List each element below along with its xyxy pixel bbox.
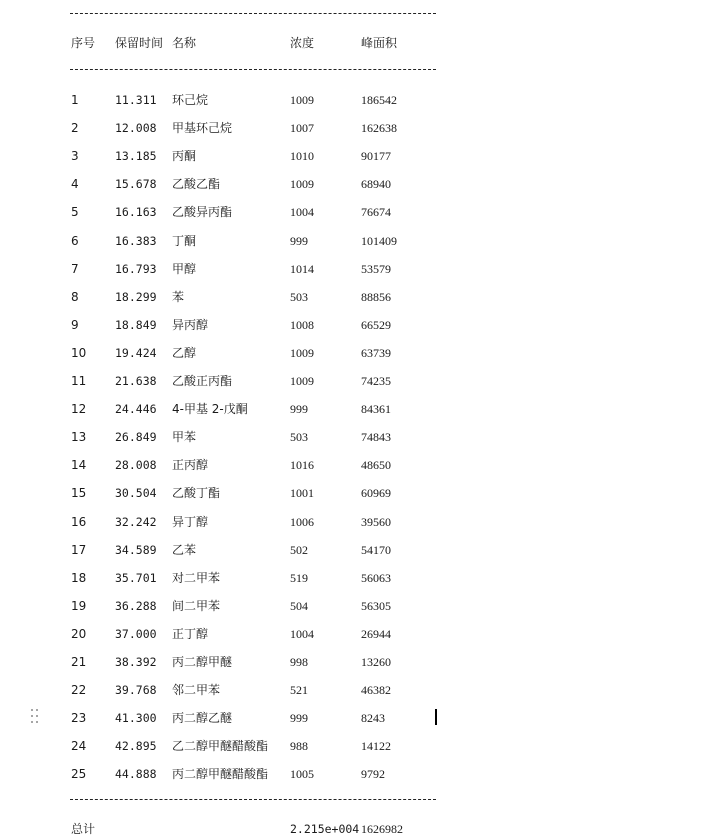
table-row — [0, 120, 708, 136]
table-row — [0, 317, 708, 333]
cell-compound-name: 乙酸异丙酯 — [172, 205, 233, 219]
cell-peak-area: 14122 — [361, 739, 391, 753]
cell-concentration: 999 — [290, 402, 308, 416]
cell-concentration: 1006 — [290, 515, 314, 529]
cell-peak-area: 8243 — [361, 711, 385, 725]
cell-peak-area: 76674 — [361, 205, 391, 219]
cell-retention-time: 44.888 — [115, 767, 157, 781]
cell-index: 21 — [71, 655, 87, 669]
cell-peak-area: 39560 — [361, 515, 391, 529]
cell-compound-name: 甲苯 — [172, 430, 197, 444]
drag-handle-icon[interactable] — [31, 709, 41, 725]
cell-peak-area: 63739 — [361, 346, 391, 360]
cell-concentration: 504 — [290, 599, 308, 613]
cell-index: 14 — [71, 458, 87, 472]
cell-peak-area: 84361 — [361, 402, 391, 416]
cell-retention-time: 18.299 — [115, 290, 157, 304]
table-row — [0, 766, 708, 782]
cell-retention-time: 24.446 — [115, 402, 157, 416]
cell-concentration: 1009 — [290, 93, 314, 107]
cell-retention-time: 37.000 — [115, 627, 157, 641]
table-row — [0, 654, 708, 670]
header-concentration: 浓度 — [290, 36, 315, 50]
cell-retention-time: 15.678 — [115, 177, 157, 191]
cell-concentration: 1016 — [290, 458, 314, 472]
cell-peak-area: 186542 — [361, 93, 397, 107]
cell-retention-time: 30.504 — [115, 486, 157, 500]
cell-compound-name: 邻二甲苯 — [172, 683, 221, 697]
cell-retention-time: 42.895 — [115, 739, 157, 753]
cell-peak-area: 56063 — [361, 571, 391, 585]
cell-compound-name: 对二甲苯 — [172, 571, 221, 585]
cell-concentration: 1009 — [290, 177, 314, 191]
cell-compound-name: 正丙醇 — [172, 458, 209, 472]
cell-retention-time: 19.424 — [115, 346, 157, 360]
cell-compound-name: 乙苯 — [172, 543, 197, 557]
total-label: 总计 — [71, 822, 96, 836]
cell-compound-name: 正丁醇 — [172, 627, 209, 641]
table-row — [0, 261, 708, 277]
cell-peak-area: 66529 — [361, 318, 391, 332]
cell-concentration: 1004 — [290, 627, 314, 641]
cell-concentration: 1014 — [290, 262, 314, 276]
cell-concentration: 503 — [290, 430, 308, 444]
table-row — [0, 457, 708, 473]
cell-index: 8 — [71, 290, 79, 304]
cell-compound-name: 异丙醇 — [172, 318, 209, 332]
separator-line-header — [70, 69, 436, 70]
text-cursor — [435, 709, 437, 725]
cell-index: 23 — [71, 711, 87, 725]
cell-index: 5 — [71, 205, 79, 219]
cell-index: 9 — [71, 318, 79, 332]
cell-retention-time: 28.008 — [115, 458, 157, 472]
cell-retention-time: 16.793 — [115, 262, 157, 276]
cell-index: 11 — [71, 374, 87, 388]
cell-index: 25 — [71, 767, 87, 781]
cell-peak-area: 60969 — [361, 486, 391, 500]
cell-peak-area: 13260 — [361, 655, 391, 669]
cell-index: 18 — [71, 571, 87, 585]
cell-compound-name: 间二甲苯 — [172, 599, 221, 613]
cell-retention-time: 18.849 — [115, 318, 157, 332]
total-peak-area: 1626982 — [361, 822, 403, 836]
table-row — [0, 148, 708, 164]
cell-concentration: 1004 — [290, 205, 314, 219]
table-row — [0, 92, 708, 108]
cell-index: 7 — [71, 262, 79, 276]
cell-peak-area: 88856 — [361, 290, 391, 304]
cell-concentration: 519 — [290, 571, 308, 585]
cell-retention-time: 35.701 — [115, 571, 157, 585]
cell-concentration: 999 — [290, 234, 308, 248]
header-index: 序号 — [71, 36, 96, 50]
header-name: 名称 — [172, 36, 197, 50]
cell-peak-area: 54170 — [361, 543, 391, 557]
cell-concentration: 1009 — [290, 346, 314, 360]
cell-concentration: 999 — [290, 711, 308, 725]
table-row — [0, 626, 708, 642]
cell-peak-area: 53579 — [361, 262, 391, 276]
table-row — [0, 289, 708, 305]
cell-peak-area: 90177 — [361, 149, 391, 163]
cell-concentration: 1001 — [290, 486, 314, 500]
cell-retention-time: 32.242 — [115, 515, 157, 529]
cell-concentration: 502 — [290, 543, 308, 557]
cell-index: 20 — [71, 627, 87, 641]
cell-peak-area: 101409 — [361, 234, 397, 248]
cell-index: 19 — [71, 599, 87, 613]
table-row — [0, 373, 708, 389]
cell-peak-area: 26944 — [361, 627, 391, 641]
cell-compound-name: 乙酸乙酯 — [172, 177, 221, 191]
cell-peak-area: 9792 — [361, 767, 385, 781]
cell-retention-time: 34.589 — [115, 543, 157, 557]
table-row — [0, 176, 708, 192]
cell-compound-name: 丙二醇甲醚 — [172, 655, 233, 669]
cell-retention-time: 12.008 — [115, 121, 157, 135]
table-row — [0, 682, 708, 698]
table-row — [0, 598, 708, 614]
cell-compound-name: 丁酮 — [172, 234, 197, 248]
cell-index: 15 — [71, 486, 87, 500]
cell-peak-area: 74235 — [361, 374, 391, 388]
total-row — [0, 821, 708, 837]
total-concentration: 2.215e+004 — [290, 822, 360, 836]
cell-retention-time: 38.392 — [115, 655, 157, 669]
table-row — [0, 204, 708, 220]
cell-concentration: 988 — [290, 739, 308, 753]
cell-retention-time: 21.638 — [115, 374, 157, 388]
cell-peak-area: 74843 — [361, 430, 391, 444]
cell-index: 24 — [71, 739, 87, 753]
cell-compound-name: 苯 — [172, 290, 185, 304]
table-row — [0, 570, 708, 586]
table-row — [0, 429, 708, 445]
table-row — [0, 345, 708, 361]
table-row — [0, 738, 708, 754]
cell-compound-name: 异丁醇 — [172, 515, 209, 529]
cell-concentration: 1005 — [290, 767, 314, 781]
cell-retention-time: 36.288 — [115, 599, 157, 613]
cell-compound-name: 乙二醇甲醚醋酸酯 — [172, 739, 269, 753]
cell-compound-name: 甲基环己烷 — [172, 121, 233, 135]
cell-peak-area: 46382 — [361, 683, 391, 697]
separator-line-top — [70, 13, 436, 14]
cell-index: 12 — [71, 402, 87, 416]
cell-peak-area: 162638 — [361, 121, 397, 135]
separator-line-bottom — [70, 799, 436, 800]
cell-compound-name: 乙醇 — [172, 346, 197, 360]
cell-concentration: 998 — [290, 655, 308, 669]
cell-compound-name: 丙二醇乙醚 — [172, 711, 233, 725]
table-header — [0, 35, 708, 51]
cell-compound-name: 乙酸丁酯 — [172, 486, 221, 500]
cell-peak-area: 56305 — [361, 599, 391, 613]
table-row — [0, 401, 708, 417]
cell-index: 6 — [71, 234, 79, 248]
cell-index: 22 — [71, 683, 87, 697]
cell-compound-name: 4-甲基 2-戊酮 — [172, 402, 248, 416]
cell-concentration: 1007 — [290, 121, 314, 135]
cell-retention-time: 39.768 — [115, 683, 157, 697]
cell-retention-time: 11.311 — [115, 93, 157, 107]
cell-index: 16 — [71, 515, 87, 529]
cell-retention-time: 41.300 — [115, 711, 157, 725]
cell-index: 2 — [71, 121, 79, 135]
cell-retention-time: 16.383 — [115, 234, 157, 248]
cell-index: 3 — [71, 149, 79, 163]
table-row — [0, 485, 708, 501]
cell-concentration: 1010 — [290, 149, 314, 163]
cell-retention-time: 16.163 — [115, 205, 157, 219]
header-peak-area: 峰面积 — [361, 36, 398, 50]
cell-concentration: 1009 — [290, 374, 314, 388]
table-row — [0, 233, 708, 249]
cell-index: 4 — [71, 177, 79, 191]
table-row — [0, 710, 708, 726]
table-row — [0, 542, 708, 558]
cell-peak-area: 48650 — [361, 458, 391, 472]
cell-peak-area: 68940 — [361, 177, 391, 191]
table-row — [0, 514, 708, 530]
header-retention-time: 保留时间 — [115, 36, 164, 50]
cell-index: 10 — [71, 346, 87, 360]
cell-concentration: 521 — [290, 683, 308, 697]
cell-concentration: 1008 — [290, 318, 314, 332]
cell-compound-name: 丙二醇甲醚醋酸酯 — [172, 767, 269, 781]
cell-retention-time: 26.849 — [115, 430, 157, 444]
cell-compound-name: 环己烷 — [172, 93, 209, 107]
cell-concentration: 503 — [290, 290, 308, 304]
cell-index: 17 — [71, 543, 87, 557]
cell-compound-name: 乙酸正丙酯 — [172, 374, 233, 388]
cell-retention-time: 13.185 — [115, 149, 157, 163]
cell-compound-name: 甲醇 — [172, 262, 197, 276]
cell-compound-name: 丙酮 — [172, 149, 197, 163]
cell-index: 13 — [71, 430, 87, 444]
cell-index: 1 — [71, 93, 79, 107]
